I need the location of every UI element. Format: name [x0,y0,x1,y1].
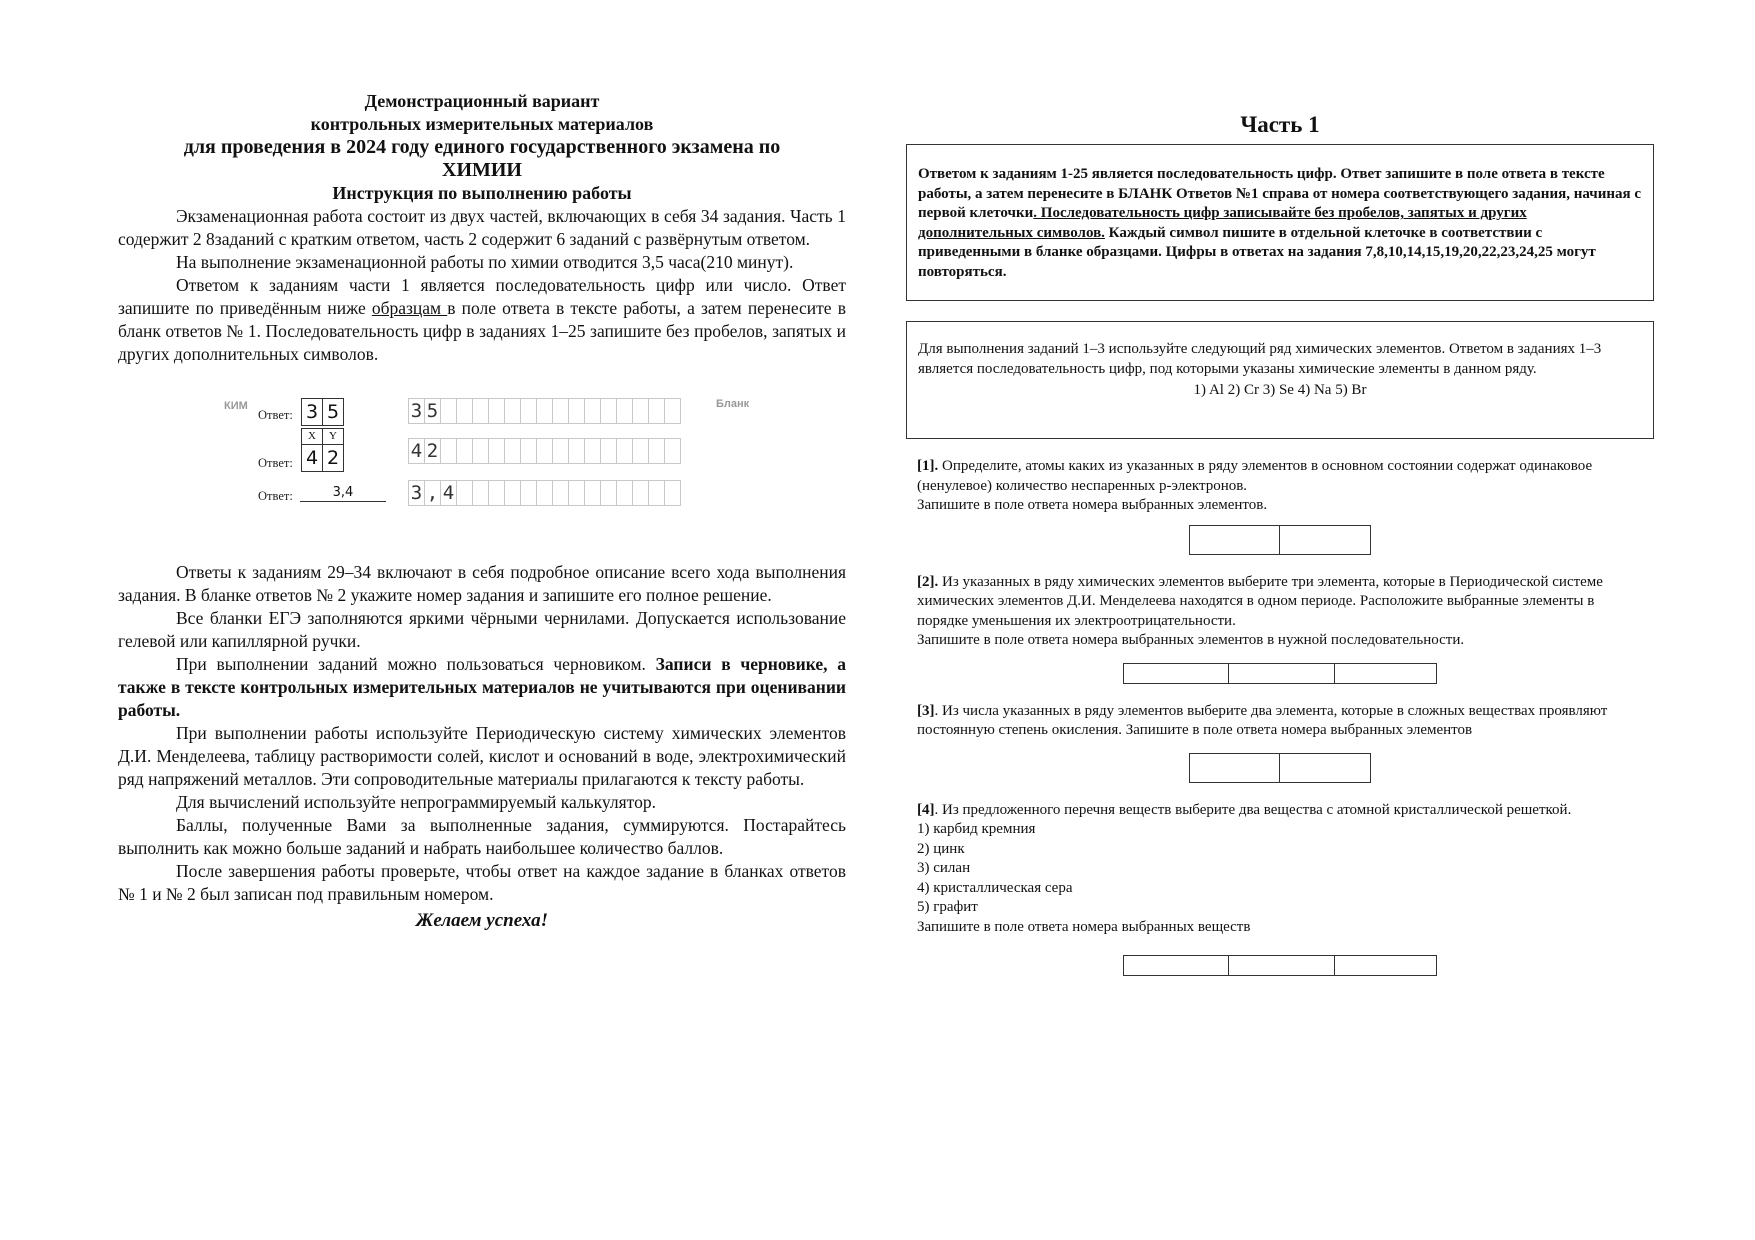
blank-cell [504,480,521,506]
answer-cell[interactable] [1229,664,1335,683]
blank-cell: 3 [408,398,425,424]
blank-cell [520,398,537,424]
title-block [118,90,846,205]
blank-label: Бланк [716,398,750,410]
blank-cell [552,398,569,424]
blank-cell [552,438,569,464]
blank-cell [568,398,585,424]
line-answer-3: 3,4 [300,485,386,502]
kim-label: КИМ [224,400,248,412]
digit-cell: 4 [302,445,323,471]
answer-sample-figure [118,386,846,561]
answer-cell[interactable] [1190,526,1280,554]
task-text: Из указанных в ряду химических элементов выберите три элемента, которые в Периодической системе химических элементов Д.И. Менделеева находятся в одном периоде. Расположите выбранные элементы в порядке уменьшения их электроотрицательности. [917,573,1603,629]
blank-cell [584,398,601,424]
x-cell: X [302,429,323,444]
blank-cell [600,480,617,506]
blank-cell [568,480,585,506]
blank-cell [584,480,601,506]
blank-cell [632,398,649,424]
blank-cell [664,398,681,424]
good-luck-text: Желаем успеха! [415,910,549,931]
p6-bold-text: Записи в черновике, а также в тексте контрольных измерительных материалов не учитываются при оценивании работы. [118,654,846,720]
blank-row-1 [408,398,680,424]
task-text: . Из числа указанных в ряду элементов выберите два элемента, которые в сложных веществах проявляют постоянную степень окисления. Запишите в поле ответа номера выбранных элементов [917,702,1608,738]
blank-cell: 2 [424,438,441,464]
blank-cell [664,438,681,464]
intro-paragraph-1: Экзаменационная работа состоит из двух частей, включающих в себя 34 задания. Часть 1 содержит 2 8заданий с кратким ответом, часть 2 содержит 6 заданий с развёрнутым ответом. [118,206,846,249]
answer-cell[interactable] [1124,956,1229,975]
y-cell: Y [329,430,337,442]
samples-link-text: образцам [371,298,448,318]
elements-box-text: Для выполнения заданий 1–3 используйте следующий ряд химических элементов. Ответом в заданиях 1–3 является последовательность цифр, под которыми указаны химические элементы в данном ряду. [918,341,1602,377]
answer-cell[interactable] [1335,956,1427,975]
blank-cell [568,438,585,464]
blank-cell [520,438,537,464]
blank-cell [616,438,633,464]
answer-cell[interactable] [1124,664,1229,683]
blank-cell: , [424,480,441,506]
digit-cell: 5 [326,401,340,423]
blank-cell [648,398,665,424]
blank-cell [536,398,553,424]
blank-row-3 [408,480,680,506]
option-item: 3) силан [917,860,971,876]
answer-label-2: Ответ: [258,456,293,470]
blank-cell [648,480,665,506]
answer-cell[interactable] [1280,526,1369,554]
blank-cell [632,438,649,464]
answer-label-1: Ответ: [258,408,293,422]
instruction-title: Инструкция по выполнению работы [332,183,632,203]
task-number: [3] [917,702,935,719]
task-number: [1]. [917,458,939,474]
p6-text: При выполнении заданий можно пользоваться черновиком. [176,654,656,674]
blank-cell [600,438,617,464]
blank-cell [472,398,489,424]
digit-cell: 2 [326,447,340,469]
blank-row-2 [408,438,680,464]
blank-cell [632,480,649,506]
handwritten-answer-1 [301,398,344,426]
blank-cell [600,398,617,424]
paragraph-9: Баллы, полученные Вами за выполненные задания, суммируются. Постарайтесь выполнить как можно больше заданий и набрать наибольшее количество баллов. [118,815,846,858]
blank-cell [648,438,665,464]
task-3 [906,702,1654,741]
paragraph-6 [118,653,846,722]
blank-cell [504,398,521,424]
answer-field-4[interactable] [1123,955,1437,976]
answer-cell[interactable] [1335,664,1427,683]
left-page [118,90,846,932]
answer-cell[interactable] [1190,754,1280,782]
answer-cell[interactable] [1229,956,1335,975]
answer-field-2[interactable] [1123,663,1437,684]
blank-cell [440,438,457,464]
title-line-2: контрольных измерительных материалов [310,114,654,134]
blank-cell [488,480,505,506]
task-instruction: Запишите в поле ответа номера выбранных элементов. [917,497,1268,513]
blank-cell [456,398,473,424]
right-page [906,112,1654,976]
xy-header [301,428,344,445]
answer-field-1[interactable] [1189,525,1371,555]
task-text: Определите, атомы каких из указанных в ряду элементов в основном состоянии содержат одинаковое (ненулевое) количество неспаренных р-электронов. [917,458,1593,494]
box1-text-a: Ответом к заданиям 1-25 является последовательность цифр. Ответ запишите в поле ответа в тексте работы, а затем перенесите в БЛАНК Ответов №1 справа от номера соответствующего задания, начиная с первой клеточки [918,166,1642,221]
paragraph-7: При выполнении работы используйте Периодическую систему химических элементов Д.И. Менделеева, таблицу растворимости солей, кислот и оснований в воде, электрохимический ряд напряжений металлов. Эти сопроводительные материалы прилагаются к тексту работы. [118,723,846,789]
blank-cell: 4 [440,480,457,506]
box1-underlined: . Последовательность цифр записывайте без пробелов, запятых и других дополнительных символов. [918,205,1527,241]
task-instruction: Запишите в поле ответа номера выбранных элементов в нужной последовательности. [917,632,1465,648]
part-title: Часть 1 [1240,112,1320,137]
blank-cell [536,480,553,506]
intro-p3-text-b: в поле ответа в тексте работы, а затем перенесите в бланк ответов № 1. Последовательность цифр в заданиях 1–25 запишите без пробелов, запятых и других дополнительных символов. [118,298,846,364]
blank-cell: 4 [408,438,425,464]
blank-cell: 3 [408,480,425,506]
blank-cell [504,438,521,464]
paragraph-10: После завершения работы проверьте, чтобы ответ на каждое задание в бланках ответов № 1 и № 2 был записан под правильным номером. [118,861,846,904]
answer-field-3[interactable] [1189,753,1371,783]
blank-cell [520,480,537,506]
blank-cell [472,438,489,464]
task-number: [4] [917,801,935,818]
option-item: 4) кристаллическая сера [917,879,1073,896]
blank-cell [616,480,633,506]
blank-cell [472,480,489,506]
blank-cell: 5 [424,398,441,424]
option-item: 2) цинк [917,840,965,857]
task-2 [906,573,1654,651]
blank-cell [456,480,473,506]
paragraph-8: Для вычислений используйте непрограммируемый калькулятор. [176,792,656,812]
paragraph-4: Ответы к заданиям 29–34 включают в себя подробное описание всего хода выполнения задания. В бланке ответов № 2 укажите номер задания и запишите его полное решение. [118,562,846,605]
task-instruction: Запишите в поле ответа номера выбранных веществ [917,918,1251,935]
task-text: . Из предложенного перечня веществ выберите два вещества с атомной кристаллической решеткой. [934,801,1572,818]
task-4 [906,801,1654,938]
intro-paragraph-3 [118,274,846,366]
elements-sequence: 1) Al 2) Cr 3) Se 4) Na 5) Br [1193,382,1367,398]
blank-cell [488,398,505,424]
blank-cell [440,398,457,424]
blank-cell [488,438,505,464]
title-line-3: для проведения в 2024 году единого государственного экзамена по [183,136,781,158]
elements-box [906,321,1654,439]
blank-cell [552,480,569,506]
intro-p3-text-a: Ответом к заданиям части 1 является последовательность цифр или число. Ответ запишите по приведённым ниже [118,275,846,318]
paragraph-5: Все бланки ЕГЭ заполняются яркими чёрными чернилами. Допускается использование гелевой или капиллярной ручки. [118,608,846,651]
blank-cell [456,438,473,464]
instruction-box [906,144,1654,301]
title-line-1: Демонстрационный вариант [364,91,600,111]
option-item: 5) графит [917,899,978,915]
task-1 [906,457,1654,516]
digit-cell: 3 [302,399,323,425]
answer-label-3: Ответ: [258,489,293,503]
blank-cell [584,438,601,464]
box1-text-b: Каждый символ пишите в отдельной клеточке в соответствии с приведенными в бланке образцами. Цифры в ответах на задания 7,8,10,14,15,19,20,22,23,24,25 могут повторяться. [918,224,1596,280]
handwritten-answer-2 [301,444,344,472]
answer-cell[interactable] [1280,754,1369,782]
subject-title: ХИМИИ [442,159,522,181]
intro-paragraph-2: На выполнение экзаменационной работы по химии отводится 3,5 часа(210 минут). [176,252,794,272]
blank-cell [616,398,633,424]
blank-cell [664,480,681,506]
blank-cell [536,438,553,464]
task-number: [2]. [917,573,939,590]
option-item: 1) карбид кремния [917,821,1036,837]
